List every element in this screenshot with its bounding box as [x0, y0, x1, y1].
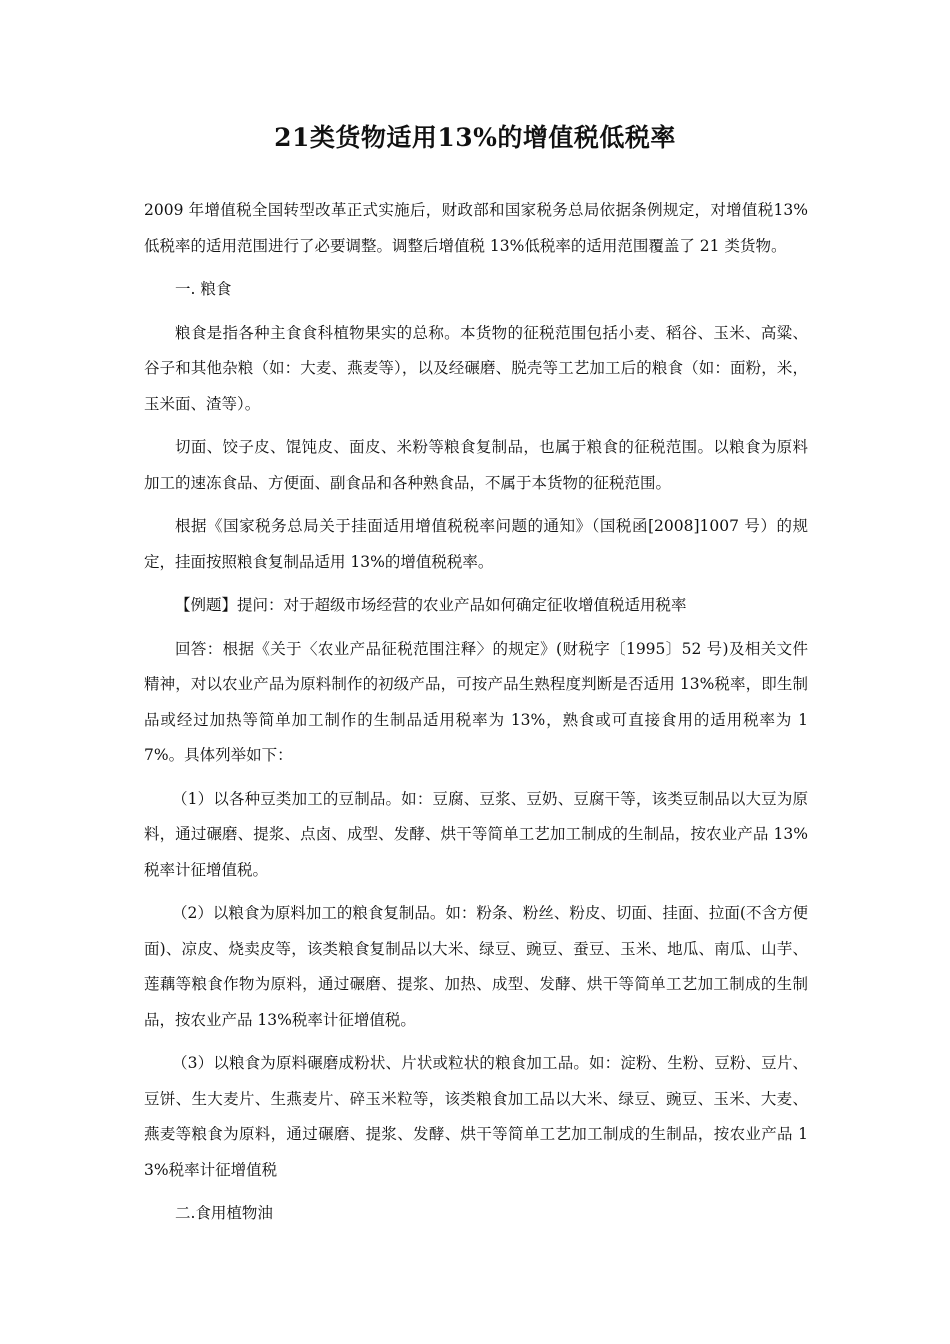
example-answer: 回答：根据《关于〈农业产品征税范围注释〉的规定》(财税字〔1995〕52 号)及相关文件精神，对以农业产品为原料制作的初级产品，可按产品生熟程度判断是否适用 13%税率，即生制品或经过加热等简单加工制作的生制品适用税率为 13%，熟食或可直接食用的适用税率为 17%。具体列举如下：: [144, 639, 808, 764]
body-paragraph: 粮食是指各种主食食科植物果实的总称。本货物的征税范围包括小麦、稻谷、玉米、高粱、谷子和其他杂粮（如：大麦、燕麦等），以及经碾磨、脱壳等工艺加工后的粮食（如：面粉，米，玉米面、渣等）。: [144, 323, 808, 413]
section-heading-edible-oil: 二.食用植物油: [175, 1204, 273, 1222]
list-item: （3）以粮食为原料碾磨成粉状、片状或粒状的粮食加工品。如：淀粉、生粉、豆粉、豆片、豆饼、生大麦片、生燕麦片、碎玉米粒等，该类粮食加工品以大米、绿豆、豌豆、玉米、大麦、燕麦等粮食为原料，通过碾磨、提浆、发酵、烘干等简单工艺加工制成的生制品，按农业产品 13%税率计征增值税: [144, 1054, 808, 1179]
list-item: （2）以粮食为原料加工的粮食复制品。如：粉条、粉丝、粉皮、切面、挂面、拉面(不含方便面)、凉皮、烧卖皮等，该类粮食复制品以大米、绿豆、豌豆、蚕豆、玉米、地瓜、南瓜、山芋、莲藕等粮食作物为原料，通过碾磨、提浆、加热、成型、发酵、烘干等简单工艺加工制成的生制品，按农业产品 13%税率计征增值税。: [144, 904, 808, 1029]
intro-paragraph: 2009 年增值税全国转型改革正式实施后，财政部和国家税务总局依据条例规定，对增值税13%低税率的适用范围进行了必要调整。调整后增值税 13%低税率的适用范围覆盖了 21 类货物。: [144, 201, 808, 255]
body-paragraph: 切面、饺子皮、馄饨皮、面皮、米粉等粮食复制品，也属于粮食的征税范围。以粮食为原料加工的速冻食品、方便面、副食品和各种熟食品，不属于本货物的征税范围。: [144, 438, 808, 492]
document-body: [144, 193, 808, 1232]
list-item: （1）以各种豆类加工的豆制品。如：豆腐、豆浆、豆奶、豆腐干等，该类豆制品以大豆为原料，通过碾磨、提浆、点卤、成型、发酵、烘干等简单工艺加工制成的生制品，按农业产品 13%税率计征增值税。: [144, 789, 808, 879]
section-heading-grain: 一. 粮食: [175, 280, 232, 298]
example-question: 【例题】提问：对于超级市场经营的农业产品如何确定征收增值税适用税率: [175, 596, 687, 614]
document-title: 21类货物适用13%的增值税低税率: [274, 123, 676, 152]
body-paragraph: 根据《国家税务总局关于挂面适用增值税税率问题的通知》（国税函[2008]1007 号）的规定，挂面按照粮食复制品适用 13%的增值税税率。: [144, 517, 808, 571]
